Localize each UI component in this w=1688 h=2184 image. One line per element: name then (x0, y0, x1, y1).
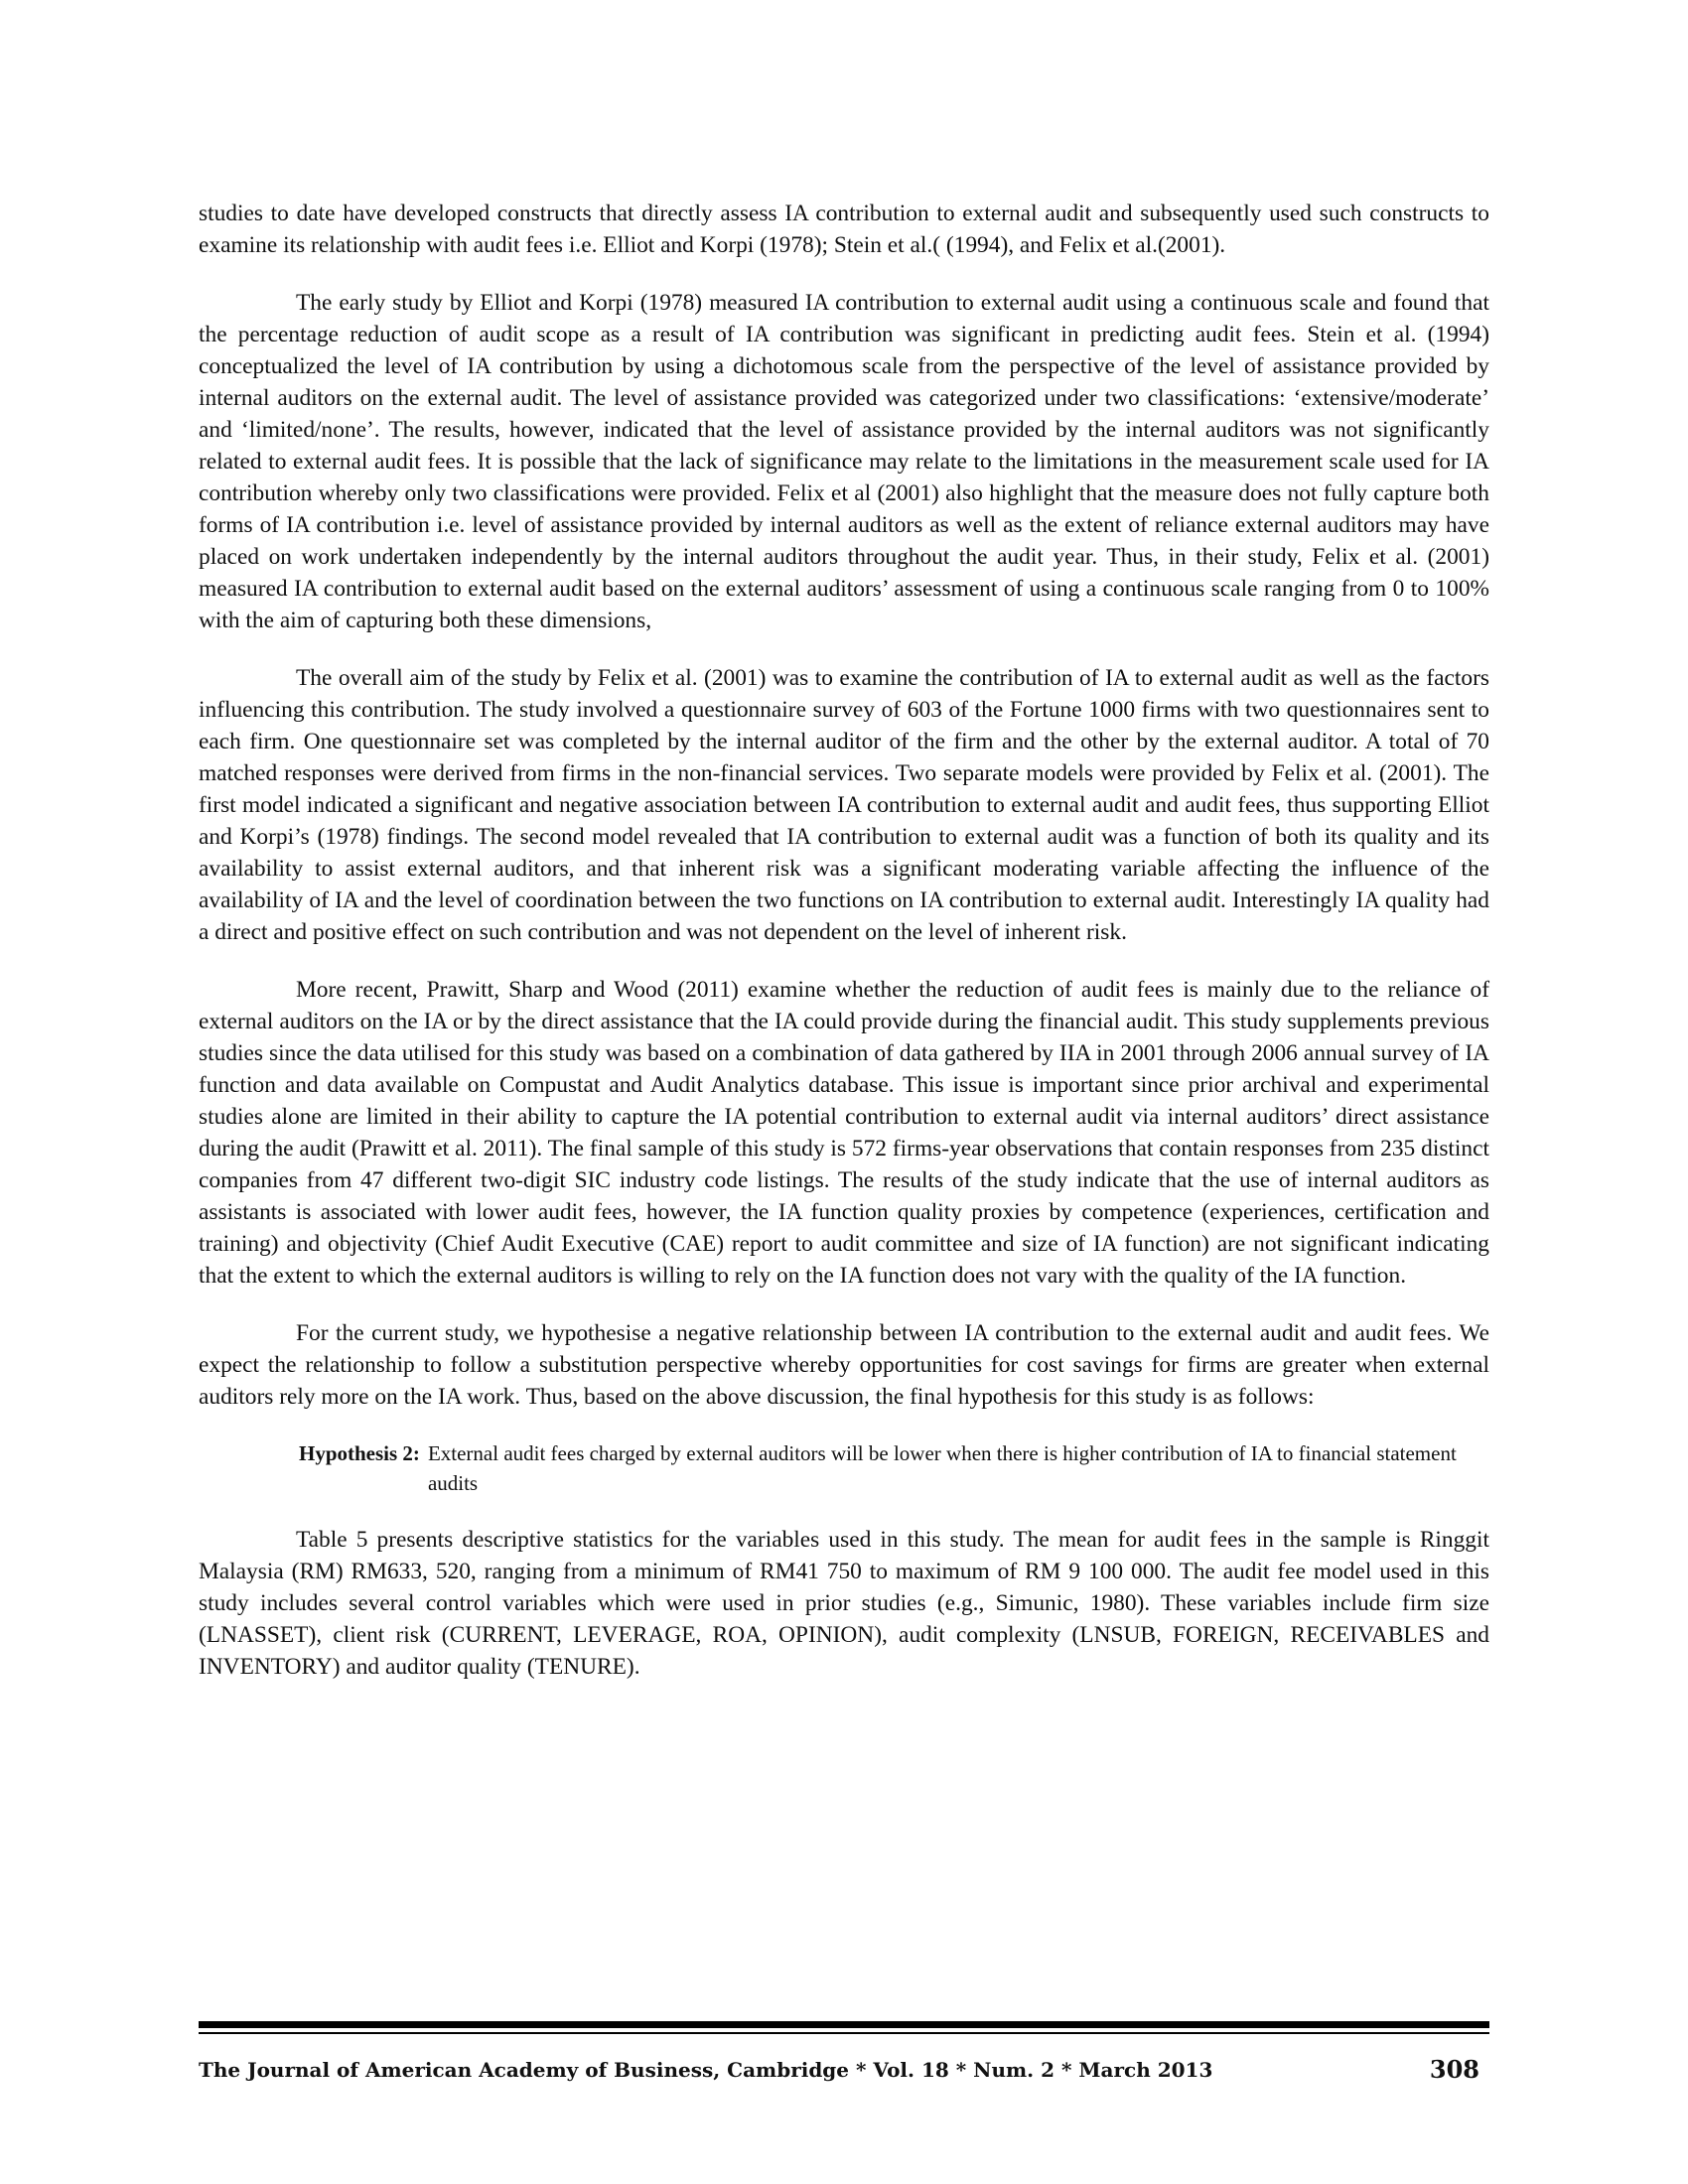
body-paragraph-3: The overall aim of the study by Felix et al. (2001) was to examine the contribution of IA to external audit as well as the factors influencing this contribution. The study involved a questionnaire survey of 603 of the Fortune 1000 firms with two questionnaires sent to each firm. One questionnaire set was completed by the internal auditor of the firm and the other by the external auditor. A total of 70 matched responses were derived from firms in the non-financial services. Two separate models were provided by Felix et al. (2001). The first model indicated a significant and negative association between IA contribution to external audit and audit fees, thus supporting Elliot and Korpi’s (1978) findings. The second model revealed that IA contribution to external audit was a function of both its quality and its availability to assist external auditors, and that inherent risk was a significant moderating variable affecting the influence of the availability of IA and the level of coordination between the two functions on IA contribution to external audit. Interestingly IA quality had a direct and positive effect on such contribution and was not dependent on the level of inherent risk. (199, 665, 1489, 945)
body-paragraph-1: studies to date have developed constructs that directly assess IA contribution to external audit and subsequently used such constructs to examine its relationship with audit fees i.e. Elliot and Korpi (1978); Stein et al.( (1994), and Felix et al.(2001). (199, 201, 1489, 258)
footer-rule-thin (199, 2032, 1489, 2034)
hypothesis-label: Hypothesis 2: (299, 1441, 420, 1465)
page-footer (199, 2053, 1489, 2087)
footer-rule-thick (199, 2021, 1489, 2028)
footer-journal-citation: The Journal of American Academy of Business, Cambridge * Vol. 18 * Num. 2 * March 2013 (199, 2058, 1213, 2082)
body-paragraph-6: Table 5 presents descriptive statistics for the variables used in this study. The mean for audit fees in the sample is Ringgit Malaysia (RM) RM633, 520, ranging from a minimum of RM41 750 to maximum of RM 9 100 000. The audit fee model used in this study includes several control variables which were used in prior studies (e.g., Simunic, 1980). These variables include firm size (LNASSET), client risk (CURRENT, LEVERAGE, ROA, OPINION), audit complexity (LNSUB, FOREIGN, RECEIVABLES and INVENTORY) and auditor quality (TENURE). (199, 1527, 1489, 1680)
page-number: 308 (1429, 2055, 1479, 2084)
body-paragraph-2: The early study by Elliot and Korpi (1978) measured IA contribution to external audit using a continuous scale and found that the percentage reduction of audit scope as a result of IA contribution was significant in predicting audit fees. Stein et al. (1994) conceptualized the level of IA contribution by using a dichotomous scale from the perspective of the level of assistance provided by internal auditors on the external audit. The level of assistance provided was categorized under two classifications: ‘extensive/moderate’ and ‘limited/none’. The results, however, indicated that the level of assistance provided by the internal auditors was not significantly related to external audit fees. It is possible that the lack of significance may relate to the limitations in the measurement scale used for IA contribution whereby only two classifications were provided. Felix et al (2001) also highlight that the measure does not fully capture both forms of IA contribution i.e. level of assistance provided by internal auditors as well as the extent of reliance external auditors may have placed on work undertaken independently by the internal auditors throughout the audit year. Thus, in their study, Felix et al. (2001) measured IA contribution to external audit based on the external auditors’ assessment of using a continuous scale ranging from 0 to 100% with the aim of capturing both these dimensions, (199, 290, 1489, 633)
body-paragraph-5: For the current study, we hypothesise a negative relationship between IA contribution to the external audit and audit fees. We expect the relationship to follow a substitution perspective whereby opportunities for cost savings for firms are greater when external auditors rely more on the IA work. Thus, based on the above discussion, the final hypothesis for this study is as follows: (199, 1320, 1489, 1410)
body-paragraph-4: More recent, Prawitt, Sharp and Wood (2011) examine whether the reduction of audit fees is mainly due to the reliance of external auditors on the IA or by the direct assistance that the IA could provide during the financial audit. This study supplements previous studies since the data utilised for this study was based on a combination of data gathered by IIA in 2001 through 2006 annual survey of IA function and data available on Compustat and Audit Analytics database. This issue is important since prior archival and experimental studies alone are limited in their ability to capture the IA potential contribution to external audit via internal auditors’ direct assistance during the audit (Prawitt et al. 2011). The final sample of this study is 572 firms-year observations that contain responses from 235 distinct companies from 47 different two-digit SIC industry code listings. The results of the study indicate that the use of internal auditors as assistants is associated with lower audit fees, however, the IA function quality proxies by competence (experiences, certification and training) and objectivity (Chief Audit Executive (CAE) report to audit committee and size of IA function) are not significant indicating that the extent to which the external auditors is willing to rely on the IA function does not vary with the quality of the IA function. (199, 977, 1489, 1289)
hypothesis-block (199, 1438, 1489, 1498)
hypothesis-text: External audit fees charged by external auditors will be lower when there is higher contribution of IA to financial statement audits (427, 1441, 1457, 1495)
article-body (199, 198, 1489, 1708)
